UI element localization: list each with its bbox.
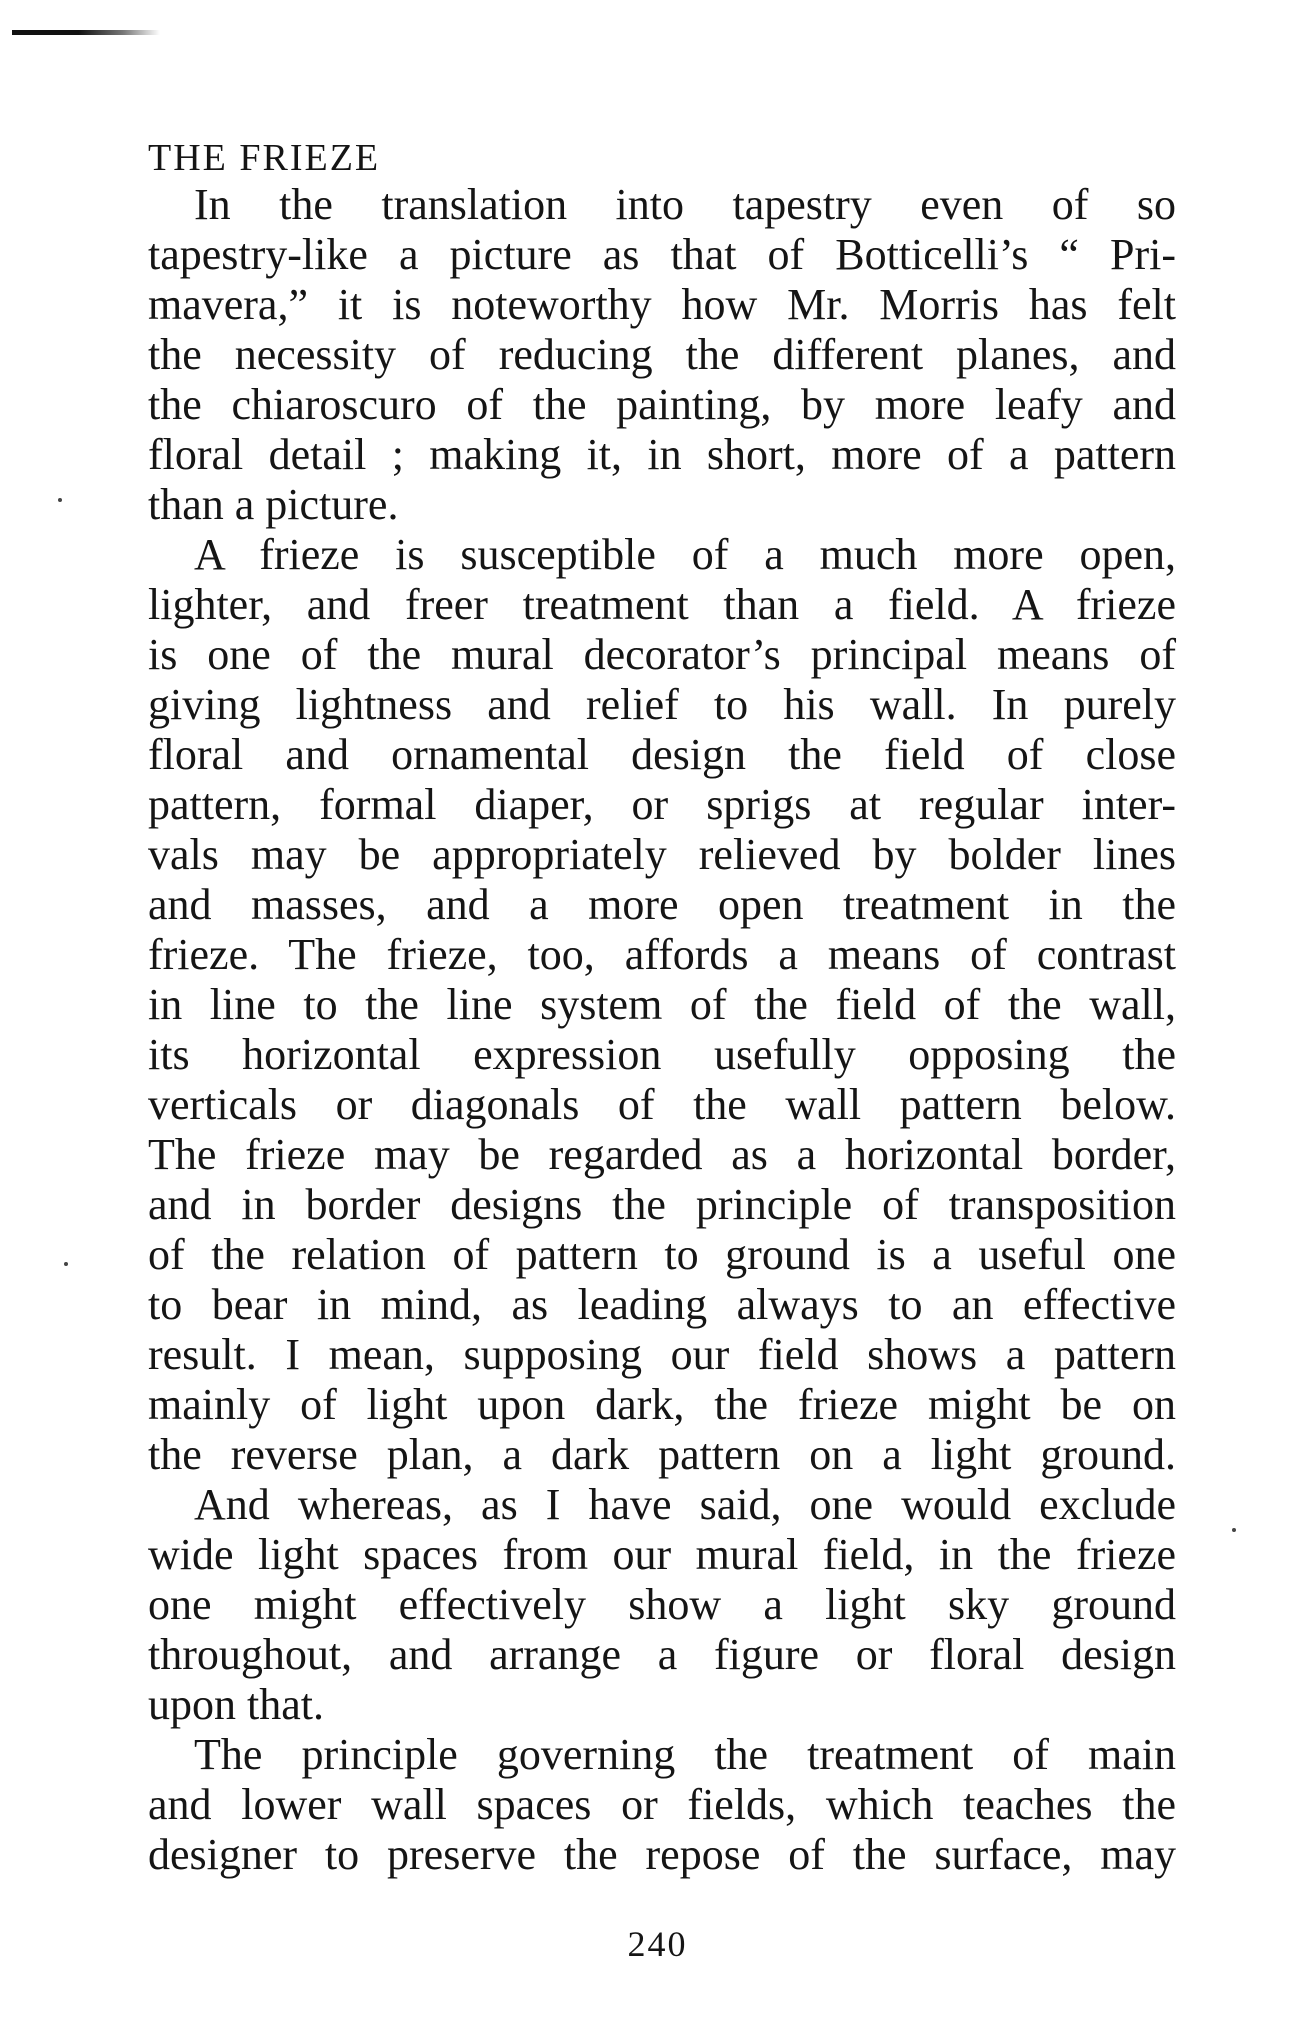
text-line: the reverse plan, a dark pattern on a light ground. <box>148 1430 1176 1479</box>
text-line: mavera,” it is noteworthy how Mr. Morris has felt <box>148 280 1176 329</box>
text-line: The principle governing the treatment of main <box>194 1730 1176 1779</box>
text-line: frieze. The frieze, too, affords a means of contrast <box>148 930 1176 979</box>
text-line: floral and ornamental design the field of close <box>148 730 1176 779</box>
text-line: verticals or diagonals of the wall pattern below. <box>148 1080 1176 1129</box>
text-line: floral detail ; making it, in short, more of a pattern <box>148 430 1176 479</box>
scan-speck <box>58 498 62 502</box>
running-head: THE FRIEZE <box>148 137 381 179</box>
text-line: and in border designs the principle of transposition <box>148 1180 1176 1229</box>
top-rule <box>12 30 160 35</box>
text-line: one might effectively show a light sky ground <box>148 1580 1176 1629</box>
body-text <box>148 180 1176 1880</box>
text-line: pattern, formal diaper, or sprigs at regular inter- <box>148 780 1176 829</box>
text-line: the chiaroscuro of the painting, by more leafy and <box>148 380 1176 429</box>
text-line: tapestry-like a picture as that of Botticelli’s “ Pri- <box>148 230 1176 279</box>
text-line: In the translation into tapestry even of so <box>194 180 1176 229</box>
scan-speck <box>1232 1528 1236 1532</box>
text-line: and lower wall spaces or fields, which teaches the <box>148 1780 1176 1829</box>
scan-speck <box>64 1262 68 1266</box>
text-line: wide light spaces from our mural field, in the frieze <box>148 1530 1176 1579</box>
text-line: result. I mean, supposing our field shows a pattern <box>148 1330 1176 1379</box>
text-line: and masses, and a more open treatment in the <box>148 880 1176 929</box>
text-line: lighter, and freer treatment than a field. A frieze <box>148 580 1176 629</box>
text-line: throughout, and arrange a figure or floral design <box>148 1630 1176 1679</box>
text-line: the necessity of reducing the different planes, and <box>148 330 1176 379</box>
text-line: vals may be appropriately relieved by bolder lines <box>148 830 1176 879</box>
text-line: A frieze is susceptible of a much more open, <box>194 530 1176 579</box>
text-line: And whereas, as I have said, one would exclude <box>194 1480 1176 1529</box>
text-line: of the relation of pattern to ground is a useful one <box>148 1230 1176 1279</box>
text-line: to bear in mind, as leading always to an effective <box>148 1280 1176 1329</box>
page-number: 240 <box>627 1924 688 1964</box>
text-line: in line to the line system of the field of the wall, <box>148 980 1176 1029</box>
text-line: its horizontal expression usefully opposing the <box>148 1030 1176 1079</box>
text-line: designer to preserve the repose of the surface, may <box>148 1830 1176 1879</box>
text-line: than a picture. <box>148 480 399 529</box>
text-line: giving lightness and relief to his wall. In purely <box>148 680 1176 729</box>
text-line: upon that. <box>148 1680 324 1729</box>
text-line: mainly of light upon dark, the frieze might be on <box>148 1380 1176 1429</box>
text-line: is one of the mural decorator’s principal means of <box>148 630 1176 679</box>
text-line: The frieze may be regarded as a horizontal border, <box>148 1130 1176 1179</box>
